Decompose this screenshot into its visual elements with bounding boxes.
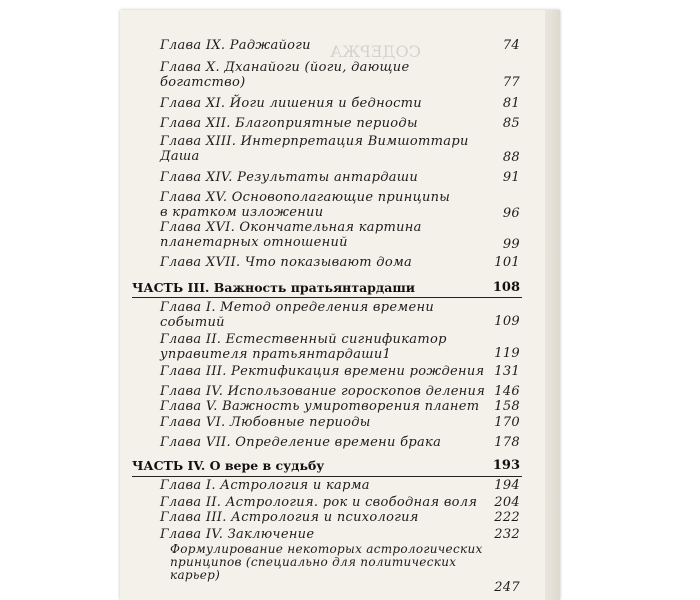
table-of-contents: Глава IX. Раджайоги 74 Глава X. Дханайоги (йоги, дающие богатство) 77 Глава XI. Йоги лишения и бедности 81 Глава XII. Благоприятные периоды 85 Глава XIII. Интерпретация Вимшоттари Даша 88 Глава XIV. Результаты антардаши 91 Глава XV. Основополагающие принципы в кратком изложении 96 Глава XVI. Окончательная картина планетарных отношений 99 Глава XVII. Что показывают дома 101 ЧАСТЬ III. Важность пратьянтардаши 108 Глава I. Метод определения времени событий 109 Глава II. Естественный сигнификатор управителя пратьянтардаши1 119 Глава III. Ректификация времени рождения 131 Глава IV. Использование гороскопов деления 146 Глава V. Важность умиротворения планет 158 Глава VI. Любовные периоды 170 Глава VII. Определение времени брака 178 ЧАСТЬ IV. О вере в судьбу 193 Глава I. Астрология и карма 194 Глава II. Астрология. рок и свободная воля 204 Глава III. Астрология и психология 222 Глава IV. Заключение 232 Формулирование некоторых астрологических принципов (специально для политических карьер) 247 (132, 38, 520, 595)
divider (132, 476, 522, 477)
book-page (120, 10, 560, 600)
page-edge (545, 10, 560, 600)
show-through-text: СОДЕРЖА (330, 42, 421, 61)
divider (132, 297, 522, 298)
